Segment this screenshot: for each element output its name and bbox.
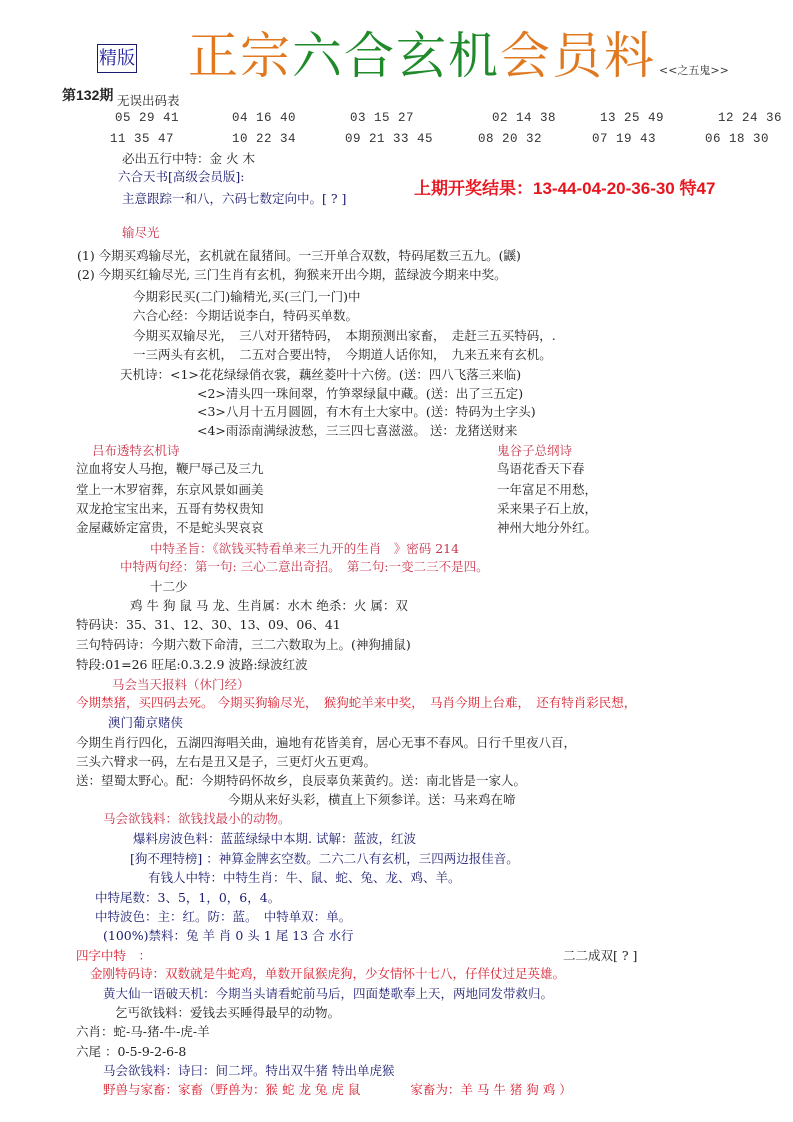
text-line-yisan: 一三两头有玄机， 二五对合要出特， 今期道人话你知， 九来五来有玄机。: [133, 347, 552, 362]
edition-badge: 精版: [97, 44, 137, 73]
title-part: 正宗: [188, 27, 292, 85]
text-line-goubuli: [狗不理特榜] ：神算金牌玄空数。二六二八有玄机，三四两边报佳音。: [130, 851, 519, 866]
number-group: 02 14 38: [492, 111, 557, 125]
text-line-lvbu-title: 吕布透特玄机诗: [92, 443, 180, 458]
text-line-sanju: 三句特码诗：今期六数下命清，三二六数取为上。(神狗捕鼠): [76, 637, 411, 652]
text-line-teduan: 特段:01=26 旺尾:0.3.2.9 波路:绿波红波: [76, 657, 308, 672]
text-line-shengxiao: 鸡 牛 狗 鼠 马 龙、生肖属：水木 绝杀：火 属：双: [130, 598, 408, 613]
text-line-liuxiao: 六肖：蛇-马-猪-牛-虎-羊: [76, 1024, 210, 1039]
text-line-aomen: 澳门葡京赌侠: [108, 715, 184, 730]
text-line-maishuang: 今期买双输尽光， 三八对开猪特码， 本期预测出家畜， 走赶三五买特码，.: [133, 328, 556, 343]
text-line-jinliao: (100%)禁料：兔 羊 肖 0 头 1 尾 13 合 水行: [103, 928, 354, 943]
text-line-huangdaxian: 黄大仙一语破天机：今期当头请看蛇前马后，四面楚歌奉上天，两地同发带救归。: [103, 986, 554, 1001]
text-line-yuqian2: 马会欲钱料：诗曰：间二坪。特出双牛猪 特出单虎猴: [103, 1063, 395, 1078]
text-line-conglai: 今期从来好头彩，横直上下须参详。送：马来鸡在啼: [228, 792, 516, 807]
number-group: 09 21 33 45: [345, 132, 434, 146]
text-line-guigu-title: 鬼谷子总纲诗: [497, 443, 573, 458]
last-result: 上期开奖结果：13-44-04-20-36-30 特47: [414, 179, 716, 198]
text-line-poemR2: 一年富足不用愁，: [497, 482, 598, 497]
text-line-song1: 送：望蜀太野心。配：今期特码怀故乡，良辰辜负莱黄约。送：南北皆是一家人。: [76, 773, 527, 788]
number-group: 07 19 43: [592, 132, 657, 146]
text-line-erercs: 二二成双[ ? ]: [563, 948, 638, 963]
text-line-qigai: 乞丐欲钱料：爱钱去买睡得最早的动物。: [115, 1005, 341, 1020]
text-line-yuqian1: 马会欲钱料：欲钱找最小的动物。: [103, 811, 291, 826]
text-line-weishu: 中特尾数：3、5，1，0，6，4。: [95, 890, 281, 905]
text-line-baoliao: 爆料房波色料：蓝蓝绿绿中本期. 试解：蓝波，红波: [133, 831, 416, 846]
text-line-poemL4: 金屋藏娇定富贵，不是蛇头哭哀哀: [76, 520, 264, 535]
text-line-bose: 中特波色：主：红。防：蓝。 中特单双：单。: [95, 909, 352, 924]
text-line-poemR4: 神州大地分外红。: [497, 520, 598, 535]
text-line-shiershao: 十二少: [150, 579, 188, 594]
number-group: 12 24 36: [718, 111, 783, 125]
text-line-poemR3: 采来果子石上放，: [497, 501, 598, 516]
text-line-item1: (1) 今期买鸡输尽光，玄机就在鼠猪间。一三开单合双数，特码尾数三五九。(鼷): [77, 248, 521, 263]
text-line-poemL1: 泣血将安人马抱，鞭尸辱己及三九: [76, 461, 264, 476]
title-part: 六合玄机: [292, 27, 500, 85]
number-group: 06 18 30: [705, 132, 770, 146]
text-line-sizi: 四字中特 ：: [76, 948, 152, 963]
page-title: [188, 28, 656, 84]
text-line-tianji2: <2>清头四一珠间翠，竹笋翠绿鼠中藏。(送：出了三五定): [197, 386, 524, 401]
number-group: 04 16 40: [232, 111, 297, 125]
text-line-tianji3: <3>八月十五月圆圆，有木有土大家中。(送：特码为土字头): [197, 404, 536, 419]
text-line-santou: 三头六臂求一码，左右是丑又是子，三更灯火五更鸡。: [76, 754, 377, 769]
text-line-youqian: 有钱人中特：中特生肖：牛、鼠、蛇、兔、龙、鸡、羊。: [148, 870, 461, 885]
text-line-tianji-label: 天机诗：: [120, 367, 171, 382]
text-line-shengzhi: 中特圣旨：《欲钱买特看单来三九开的生肖 》密码 214: [150, 541, 460, 556]
number-group: 10 22 34: [232, 132, 297, 146]
title-part: 会员料: [500, 27, 656, 85]
text-line-tianshu: 六合天书[高级会员版]:: [118, 169, 245, 184]
text-line-yeshou: 野兽与家畜：家畜（野兽为：猴 蛇 龙 兔 虎 鼠 家畜为：羊 马 牛 猪 狗 鸡 ）: [103, 1082, 572, 1097]
text-line-jingang: 金刚特码诗：双数就是牛蛇鸡，单数开鼠猴虎狗，少女情怀十七八，仔佯仗过足英雄。: [90, 966, 566, 981]
text-line-zhuyi: 主意跟踪一和八，六码七数定向中。[ ? ]: [122, 191, 347, 206]
text-line-poemL3: 双龙抢宝宝出来，五哥有势权贵知: [76, 501, 264, 516]
text-line-liuwei: 六尾 ：0-5-9-2-6-8: [76, 1044, 187, 1059]
text-line-wuxing: 必出五行中特：金 火 木: [122, 151, 255, 166]
issue-number: 第132期: [62, 87, 114, 103]
text-line-xinjing: 六合心经：今期话说李白，特码买单数。: [133, 308, 359, 323]
number-group: 05 29 41: [115, 111, 180, 125]
number-group: 03 15 27: [350, 111, 415, 125]
text-line-caimin: 今期彩民买(二门)输精光,买(三门,一门)中: [133, 289, 361, 304]
text-line-liangju: 中特两句经：第一句: 三心二意出奇招。 第二句:一变二三不是四。: [120, 559, 489, 574]
text-line-tianji4: <4>雨添南满绿波愁，三三四七喜滋滋。 送：龙猪送财来: [197, 423, 518, 438]
text-line-tianji1: <1>花花绿绿俏衣裳，藕丝菱叶十六傍。(送：四八飞落三来临): [170, 367, 522, 382]
text-line-poemR1: 鸟语花香天下春: [497, 461, 585, 476]
text-line-shujin-title: 输尽光: [122, 225, 160, 240]
text-line-sihua: 今期生肖行四化，五湖四海唱关曲，遍地有花皆美育，居心无事不春风。日行千里夜八百，: [76, 735, 577, 750]
number-group: 11 35 47: [110, 132, 175, 146]
subtitle: <<之五鬼>>: [659, 64, 729, 77]
text-line-mahui-tian: 马会当天报料（休门经）: [112, 677, 250, 692]
text-line-item2: (2) 今期买红输尽光, 三门生肖有玄机，狗猴来开出今期，蓝绿波今期来中奖。: [77, 267, 507, 282]
text-line-poemL2: 堂上一木罗宿葬，东京风景如画美: [76, 482, 264, 497]
text-line-jinzhu: 今期禁猪，买四码去死。 今期买狗输尽光， 猴狗蛇羊来中奖， 马肖今期上台难， 还有特肖彩民想，: [76, 695, 637, 710]
table-label: 无误出码表: [117, 93, 180, 108]
number-group: 13 25 49: [600, 111, 665, 125]
text-line-temajue: 特码诀：35、31、12、30、13、09、06、41: [76, 617, 341, 632]
number-group: 08 20 32: [478, 132, 543, 146]
